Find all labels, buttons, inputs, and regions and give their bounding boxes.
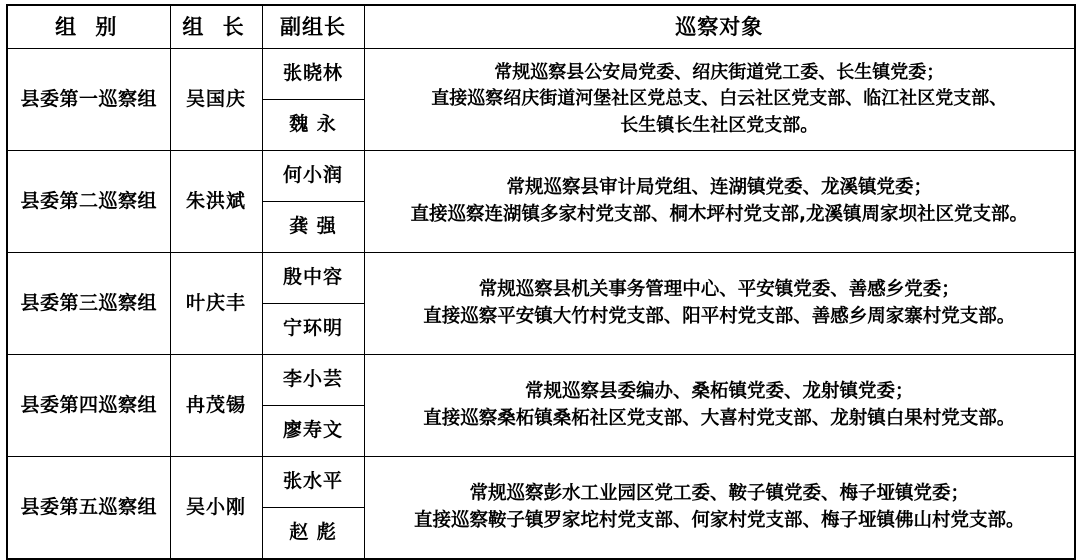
header-row <box>7 5 1075 49</box>
table-row <box>7 355 1075 406</box>
target-line: 直接巡察鞍子镇罗家坨村党支部、何家村党支部、梅子垭镇佛山村党支部。 <box>413 509 1025 531</box>
deputy-name: 张水平 <box>262 457 364 508</box>
deputy-name: 魏 永 <box>262 100 364 151</box>
deputy-name: 廖寿文 <box>262 406 364 457</box>
deputy-name: 张晓林 <box>262 49 364 100</box>
column-header-leader: 组 长 <box>170 5 262 49</box>
inspection-group-table <box>6 4 1076 560</box>
group-name: 县委第五巡察组 <box>7 457 170 560</box>
table-header <box>7 5 1075 49</box>
table-row <box>7 457 1075 508</box>
inspection-target <box>364 253 1075 355</box>
target-line: 直接巡察绍庆街道河堡社区党总支、白云社区党支部、临江社区党支部、 <box>431 88 1008 110</box>
group-name: 县委第三巡察组 <box>7 253 170 355</box>
group-name: 县委第四巡察组 <box>7 355 170 457</box>
inspection-target <box>364 151 1075 253</box>
inspection-target <box>364 457 1075 560</box>
leader-name: 叶庆丰 <box>170 253 262 355</box>
target-line: 常规巡察县委编办、桑柘镇党委、龙射镇党委； <box>524 380 914 402</box>
leader-name: 吴小刚 <box>170 457 262 560</box>
table-body <box>7 49 1075 560</box>
table-row <box>7 151 1075 202</box>
deputy-name: 殷中容 <box>262 253 364 304</box>
column-header-target: 巡察对象 <box>364 5 1075 49</box>
deputy-name: 何小润 <box>262 151 364 202</box>
group-name: 县委第二巡察组 <box>7 151 170 253</box>
leader-name: 冉茂锡 <box>170 355 262 457</box>
group-name: 县委第一巡察组 <box>7 49 170 151</box>
target-line: 常规巡察县机关事务管理中心、平安镇党委、善感乡党委； <box>478 278 960 300</box>
deputy-name: 李小芸 <box>262 355 364 406</box>
inspection-target <box>364 49 1075 151</box>
target-line: 直接巡察桑柘镇桑柘社区党支部、大喜村党支部、龙射镇白果村党支部。 <box>423 407 1016 429</box>
column-header-deputy: 副组长 <box>262 5 364 49</box>
column-header-group: 组 别 <box>7 5 170 49</box>
target-line: 直接巡察连湖镇多家村党支部、桐木坪村党支部,龙溪镇周家坝社区党支部。 <box>410 203 1029 225</box>
deputy-name: 宁环明 <box>262 304 364 355</box>
inspection-target <box>364 355 1075 457</box>
target-line: 常规巡察彭水工业园区党工委、鞍子镇党委、梅子垭镇党委； <box>469 482 969 504</box>
leader-name: 吴国庆 <box>170 49 262 151</box>
deputy-name: 龚 强 <box>262 202 364 253</box>
table-row <box>7 49 1075 100</box>
target-line: 直接巡察平安镇大竹村党支部、阳平村党支部、善感乡周家寨村党支部。 <box>423 305 1016 327</box>
table-row <box>7 253 1075 304</box>
target-line: 常规巡察县审计局党组、连湖镇党委、龙溪镇党委； <box>506 176 932 198</box>
leader-name: 朱洪斌 <box>170 151 262 253</box>
target-line: 常规巡察县公安局党委、绍庆街道党工委、长生镇党委； <box>494 62 945 84</box>
target-line: 长生镇长生社区党支部。 <box>620 114 819 136</box>
deputy-name: 赵 彪 <box>262 508 364 560</box>
